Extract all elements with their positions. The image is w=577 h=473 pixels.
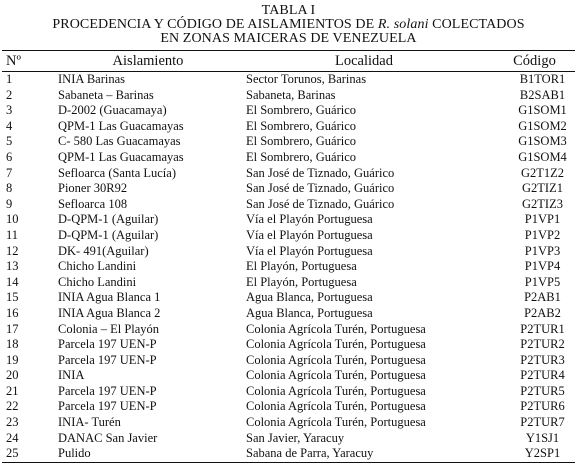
cell-localidad: Colonia Agrícola Turén, Portuguesa xyxy=(246,352,426,367)
cell-aislamiento: D-QPM-1 (Aguilar) xyxy=(58,227,159,242)
cell-codigo: P1VP2 xyxy=(524,227,561,242)
cell-localidad: Sector Torunos, Barinas xyxy=(246,72,367,86)
cell-aislamiento: Parcela 197 UEN-P xyxy=(58,383,157,398)
column-header-localidad: Localidad xyxy=(335,52,393,69)
cell-aislamiento: Parcela 197 UEN-P xyxy=(58,352,157,367)
cell-aislamiento: D-QPM-1 (Aguilar) xyxy=(58,212,159,227)
table-row xyxy=(2,306,577,322)
table-row xyxy=(2,88,577,104)
caption-subtitle xyxy=(2,18,575,32)
cell-codigo: B2SAB1 xyxy=(519,87,566,102)
cell-num: 10 xyxy=(6,212,19,227)
cell-localidad: Agua Blanca, Portuguesa xyxy=(246,305,373,320)
cell-localidad: San José de Tiznado, Guárico xyxy=(246,181,395,196)
cell-aislamiento: INIA Agua Blanca 1 xyxy=(58,290,161,305)
cell-localidad: San Javier, Yaracuy xyxy=(246,430,345,445)
table-row xyxy=(2,415,577,431)
cell-codigo: G1SOM3 xyxy=(518,134,567,149)
table-row xyxy=(2,446,577,462)
table-row xyxy=(2,275,577,291)
cell-codigo: P2TUR2 xyxy=(520,337,565,352)
cell-num: 25 xyxy=(6,446,19,461)
table-row xyxy=(2,150,577,166)
table-row xyxy=(2,119,577,135)
cell-aislamiento: DANAC San Javier xyxy=(58,430,158,445)
cell-codigo: G2TIZ3 xyxy=(522,196,563,211)
cell-aislamiento: INIA xyxy=(58,368,85,383)
cell-codigo: G1SOM2 xyxy=(518,118,567,133)
header-row xyxy=(2,51,577,71)
cell-num: 18 xyxy=(6,337,19,352)
cell-num: 17 xyxy=(6,321,19,336)
cell-aislamiento: QPM-1 Las Guacamayas xyxy=(58,118,184,133)
cell-aislamiento: Sefloarca (Santa Lucía) xyxy=(58,165,176,180)
table-row xyxy=(2,212,577,228)
cell-codigo: P2AB1 xyxy=(524,290,561,305)
cell-localidad: San José de Tiznado, Guárico xyxy=(246,196,395,211)
table-row xyxy=(2,337,577,353)
cell-localidad: El Playón, Portuguesa xyxy=(246,259,357,274)
cell-num: 2 xyxy=(6,87,13,102)
cell-codigo: P1VP5 xyxy=(524,274,561,289)
cell-codigo: P2AB2 xyxy=(524,305,561,320)
table-row xyxy=(2,228,577,244)
bottom-rule xyxy=(2,462,575,463)
caption-title: TABLA I xyxy=(261,3,316,18)
cell-aislamiento: Parcela 197 UEN-P xyxy=(58,337,157,352)
cell-localidad: Sabana de Parra, Yaracuy xyxy=(246,446,374,461)
caption-subtitle-start: PROCEDENCIA Y CÓDIGO DE AISLAMIENTOS DE xyxy=(52,17,378,32)
cell-aislamiento: QPM-1 Las Guacamayas xyxy=(58,149,184,164)
cell-aislamiento: Chicho Landini xyxy=(58,259,137,274)
cell-localidad: El Sombrero, Guárico xyxy=(246,103,357,118)
cell-localidad: Colonia Agrícola Turén, Portuguesa xyxy=(246,383,426,398)
cell-num: 9 xyxy=(6,196,13,211)
cell-num: 16 xyxy=(6,305,19,320)
cell-aislamiento: INIA Barinas xyxy=(58,72,125,86)
cell-codigo: P1VP1 xyxy=(524,212,561,227)
cell-codigo: Y1SJ1 xyxy=(525,430,560,445)
cell-codigo: G1SOM1 xyxy=(518,103,567,118)
cell-aislamiento: Sabaneta – Barinas xyxy=(58,87,154,102)
caption-subtitle-line2: EN ZONAS MAICERAS DE VENEZUELA xyxy=(160,31,417,46)
cell-localidad: Colonia Agrícola Turén, Portuguesa xyxy=(246,399,426,414)
cell-codigo: P2TUR7 xyxy=(520,415,565,430)
cell-aislamiento: C- 580 Las Guacamayas xyxy=(58,134,181,149)
cell-codigo: P2TUR4 xyxy=(520,368,565,383)
cell-localidad: Colonia Agrícola Turén, Portuguesa xyxy=(246,337,426,352)
cell-localidad: Colonia Agrícola Turén, Portuguesa xyxy=(246,415,426,430)
cell-localidad: El Sombrero, Guárico xyxy=(246,118,357,133)
cell-codigo: P2TUR1 xyxy=(520,321,565,336)
cell-num: 12 xyxy=(6,243,19,258)
cell-num: 20 xyxy=(6,368,19,383)
cell-aislamiento: Parcela 197 UEN-P xyxy=(58,399,157,414)
table-row xyxy=(2,431,577,447)
column-header-num: Nº xyxy=(6,52,21,69)
cell-num: 21 xyxy=(6,383,19,398)
cell-aislamiento: Chicho Landini xyxy=(58,274,137,289)
cell-codigo: P2TUR6 xyxy=(520,399,565,414)
cell-aislamiento: DK- 491(Aguilar) xyxy=(58,243,149,258)
cell-aislamiento: Pioner 30R92 xyxy=(58,181,128,196)
cell-num: 1 xyxy=(6,72,13,86)
isolates-table xyxy=(2,51,577,71)
cell-localidad: Vía el Playón Portuguesa xyxy=(246,227,373,242)
cell-num: 15 xyxy=(6,290,19,305)
table-row xyxy=(2,322,577,338)
table-row xyxy=(2,353,577,369)
cell-num: 22 xyxy=(6,399,19,414)
cell-num: 8 xyxy=(6,181,13,196)
cell-num: 11 xyxy=(6,227,19,242)
column-header-aislamiento: Aislamiento xyxy=(112,52,184,69)
table-row xyxy=(2,368,577,384)
cell-localidad: El Sombrero, Guárico xyxy=(246,149,357,164)
table-row xyxy=(2,290,577,306)
table-row xyxy=(2,181,577,197)
cell-localidad: Vía el Playón Portuguesa xyxy=(246,212,373,227)
table-row xyxy=(2,103,577,119)
cell-codigo: B1TOR1 xyxy=(519,72,566,86)
cell-aislamiento: Colonia – El Playón xyxy=(58,321,160,336)
table-row xyxy=(2,259,577,275)
table-row xyxy=(2,244,577,260)
cell-num: 7 xyxy=(6,165,13,180)
table-row xyxy=(2,197,577,213)
cell-codigo: G2T1Z2 xyxy=(520,165,565,180)
table-row xyxy=(2,384,577,400)
cell-localidad: San José de Tiznado, Guárico xyxy=(246,165,395,180)
caption-subtitle-end: COLECTADOS xyxy=(428,17,525,32)
cell-aislamiento: INIA Agua Blanca 2 xyxy=(58,305,161,320)
cell-codigo: P1VP3 xyxy=(524,243,561,258)
cell-aislamiento: INIA- Turén xyxy=(58,415,121,430)
cell-localidad: Agua Blanca, Portuguesa xyxy=(246,290,373,305)
cell-codigo: G2TIZ1 xyxy=(522,181,563,196)
table-row xyxy=(2,134,577,150)
table-body xyxy=(2,72,577,462)
cell-num: 6 xyxy=(6,149,13,164)
cell-codigo: P1VP4 xyxy=(524,259,561,274)
column-header-codigo: Código xyxy=(513,52,556,69)
cell-localidad: Vía el Playón Portuguesa xyxy=(246,243,373,258)
cell-num: 5 xyxy=(6,134,13,149)
cell-codigo: Y2SP1 xyxy=(524,446,561,461)
cell-localidad: El Playón, Portuguesa xyxy=(246,274,357,289)
cell-codigo: P2TUR3 xyxy=(520,352,565,367)
cell-aislamiento: Pulido xyxy=(58,446,91,461)
isolates-table-body xyxy=(2,72,577,462)
caption-species: R. solani xyxy=(377,17,429,32)
table-header xyxy=(2,51,577,71)
cell-codigo: P2TUR5 xyxy=(520,383,565,398)
table-row xyxy=(2,166,577,182)
cell-num: 23 xyxy=(6,415,19,430)
cell-num: 14 xyxy=(6,274,19,289)
cell-codigo: G1SOM4 xyxy=(518,149,567,164)
cell-num: 3 xyxy=(6,103,13,118)
cell-num: 19 xyxy=(6,352,19,367)
cell-localidad: El Sombrero, Guárico xyxy=(246,134,357,149)
table-row xyxy=(2,72,577,88)
cell-aislamiento: Sefloarca 108 xyxy=(58,196,128,211)
cell-localidad: Sabaneta, Barinas xyxy=(246,87,336,102)
cell-aislamiento: D-2002 (Guacamaya) xyxy=(58,103,167,118)
cell-num: 13 xyxy=(6,259,19,274)
cell-num: 24 xyxy=(6,430,19,445)
cell-localidad: Colonia Agrícola Turén, Portuguesa xyxy=(246,321,426,336)
cell-localidad: Colonia Agrícola Turén, Portuguesa xyxy=(246,368,426,383)
cell-num: 4 xyxy=(6,118,13,133)
table-caption xyxy=(2,4,575,46)
table-row xyxy=(2,399,577,415)
